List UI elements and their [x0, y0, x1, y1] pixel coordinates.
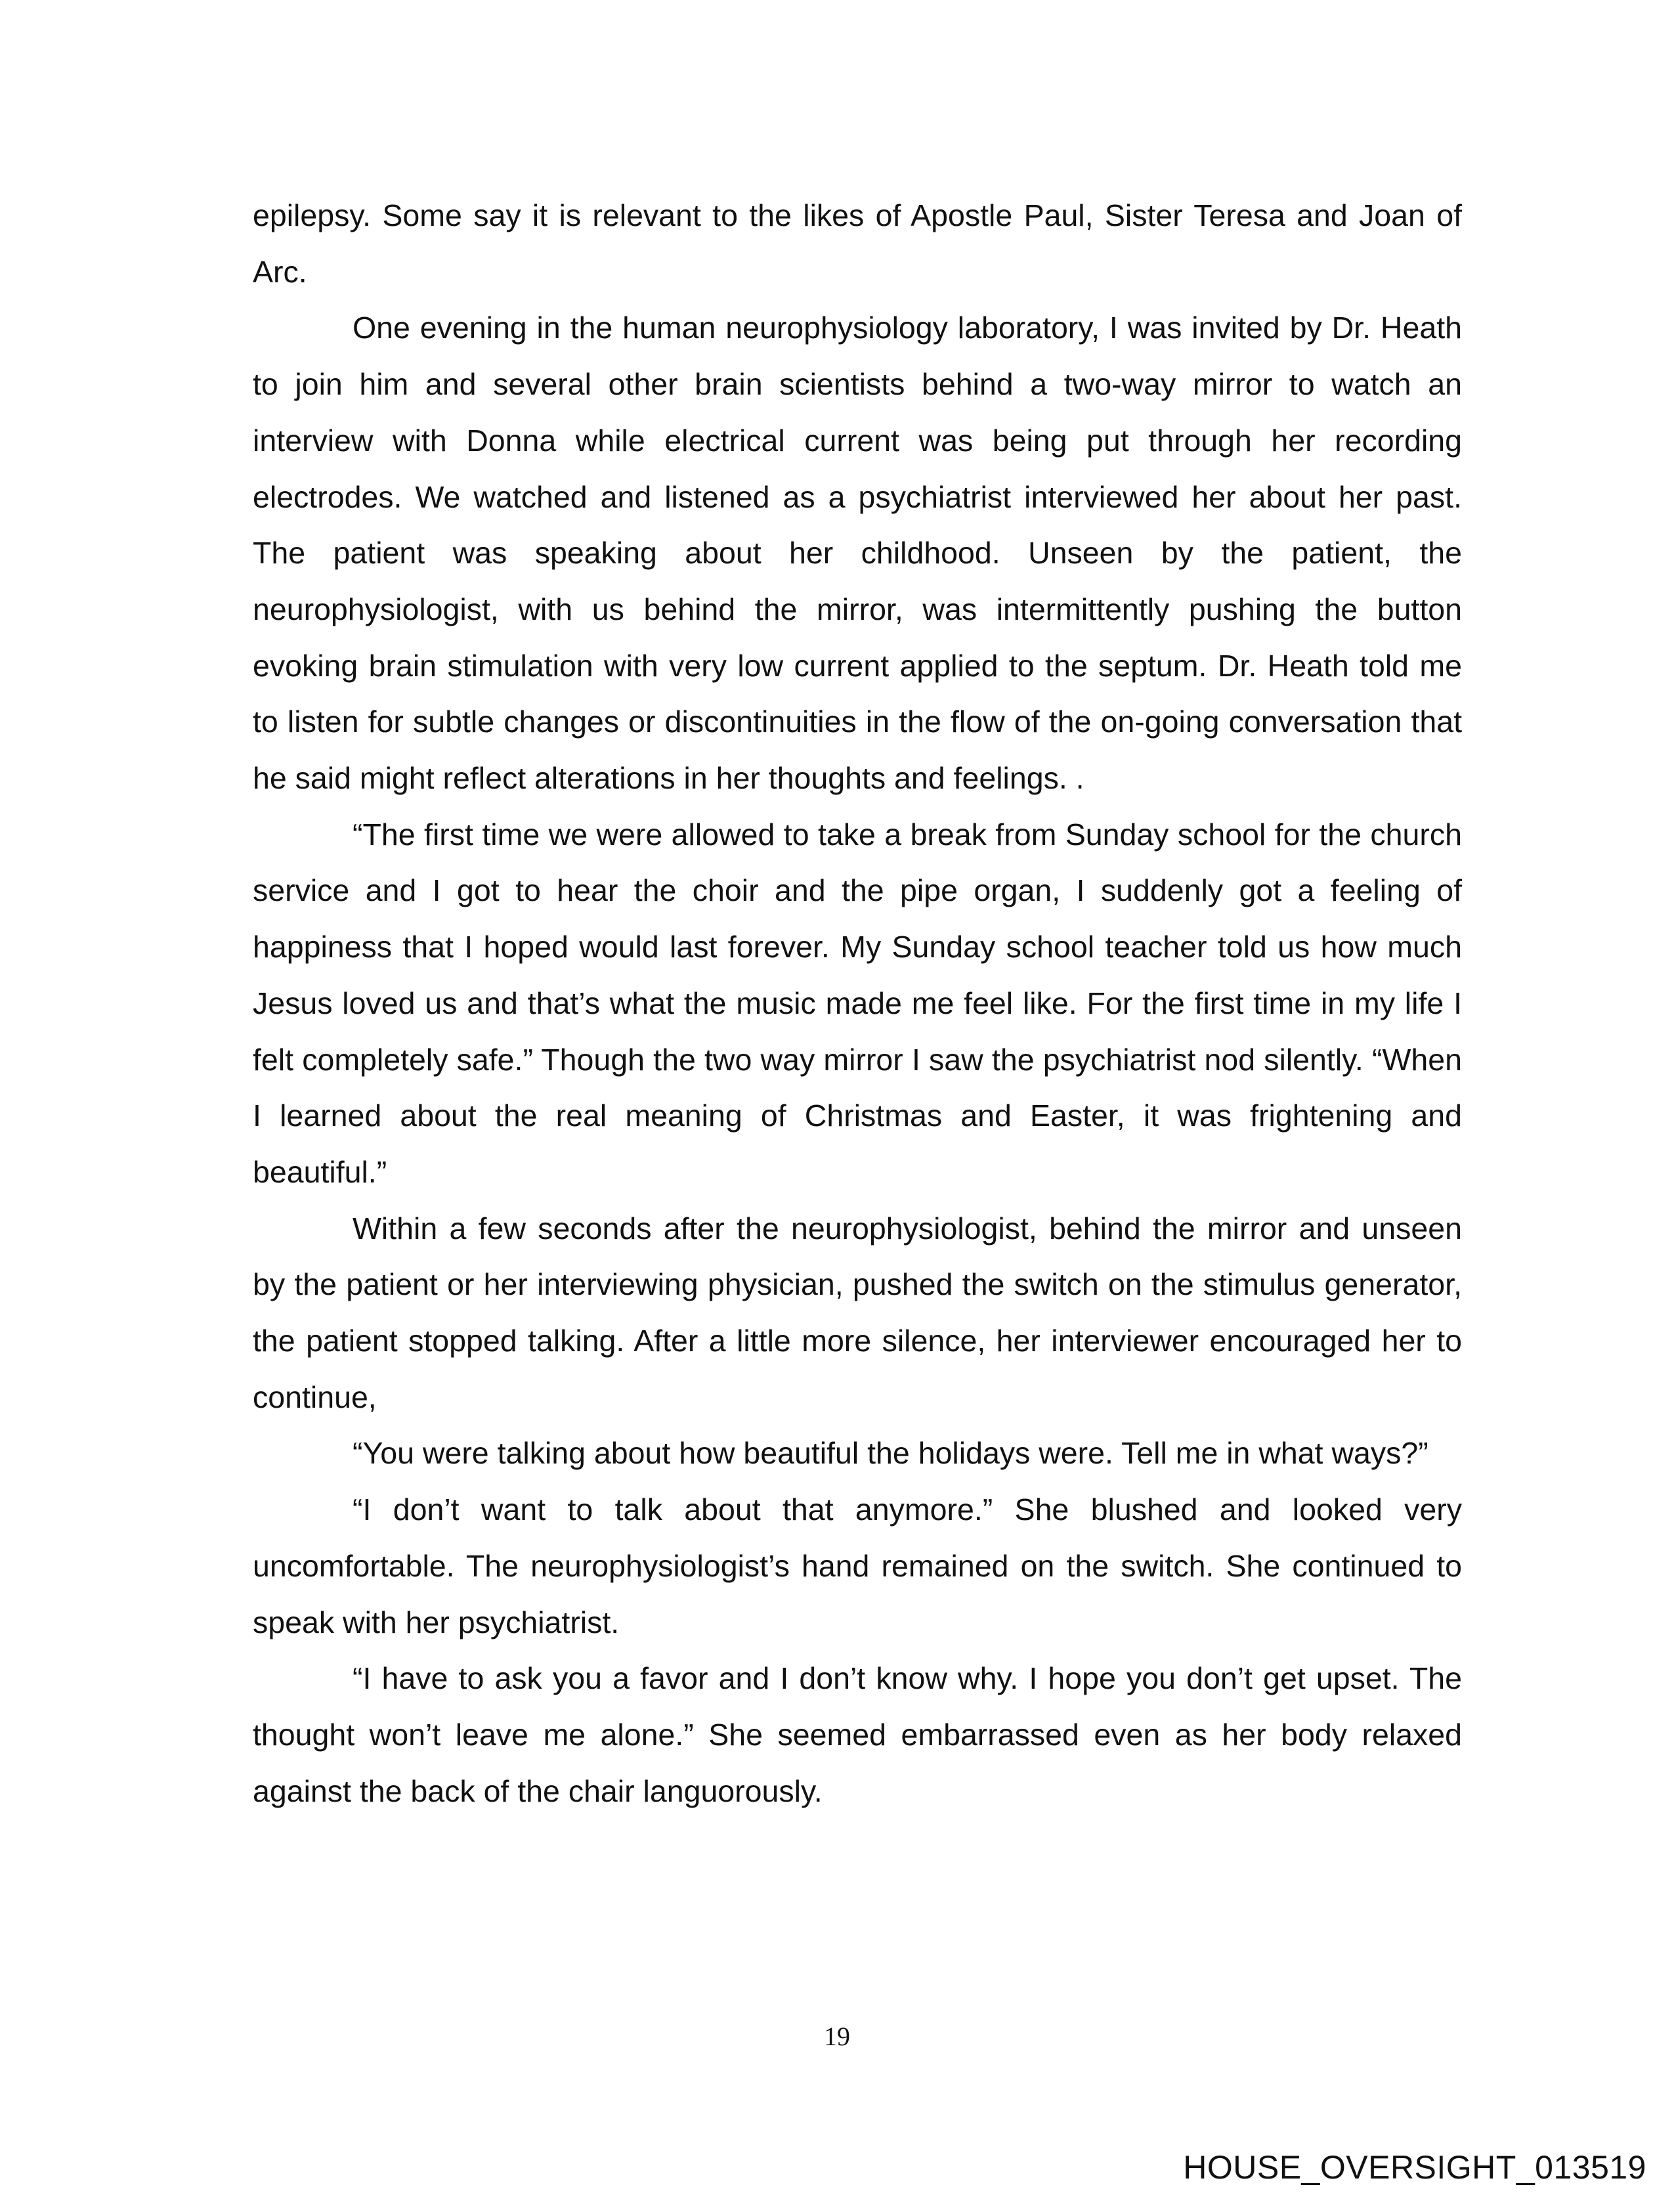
- paragraph: “The first time we were allowed to take a break from Sunday school for the church service and I got to hear the choir and the pipe organ, I suddenly got a feeling of happiness that I hoped would last forever. My Sunday school teacher told us how much Jesus loved us and that’s what the music made me feel like. For the first time in my life I felt completely safe.” Though the two way mirror I saw the psychiatrist nod silently. “When I learned about the real meaning of Christmas and Easter, it was frightening and beautiful.”: [253, 817, 1462, 1189]
- paragraph: “You were talking about how beautiful the holidays were. Tell me in what ways?”: [353, 1436, 1428, 1471]
- body-text: [253, 188, 1462, 1819]
- paragraph: “I don’t want to talk about that anymore.” She blushed and looked very uncomfortable. The neurophysiologist’s hand remained on the switch. She continued to speak with her psychiatrist.: [253, 1492, 1462, 1639]
- page-number: 19: [824, 2022, 850, 2051]
- paragraph: One evening in the human neurophysiology laboratory, I was invited by Dr. Heath to join him and several other brain scientists behind a two-way mirror to watch an interview with Donna while electrical current was being put through her recording electrodes. We watched and listened as a psychiatrist interviewed her about her past. The patient was speaking about her childhood. Unseen by the patient, the neurophysiologist, with us behind the mirror, was intermittently pushing the button evoking brain stimulation with very low current applied to the septum. Dr. Heath told me to listen for subtle changes or discontinuities in the flow of the on-going conversation that he said might reflect alterations in her thoughts and feelings. .: [253, 311, 1462, 796]
- paragraph: Within a few seconds after the neurophysiologist, behind the mirror and unseen by the patient or her interviewing physician, pushed the switch on the stimulus generator, the patient stopped talking. After a little more silence, her interviewer encouraged her to continue,: [253, 1211, 1462, 1414]
- paragraph: “I have to ask you a favor and I don’t know why. I hope you don’t get upset. The thought won’t leave me alone.” She seemed embarrassed even as her body relaxed against the back of the chair languorously.: [253, 1661, 1462, 1808]
- paragraph: epilepsy. Some say it is relevant to the likes of Apostle Paul, Sister Teresa and Joan of Arc.: [253, 198, 1462, 289]
- bates-number: HOUSE_OVERSIGHT_013519: [1183, 2149, 1646, 2186]
